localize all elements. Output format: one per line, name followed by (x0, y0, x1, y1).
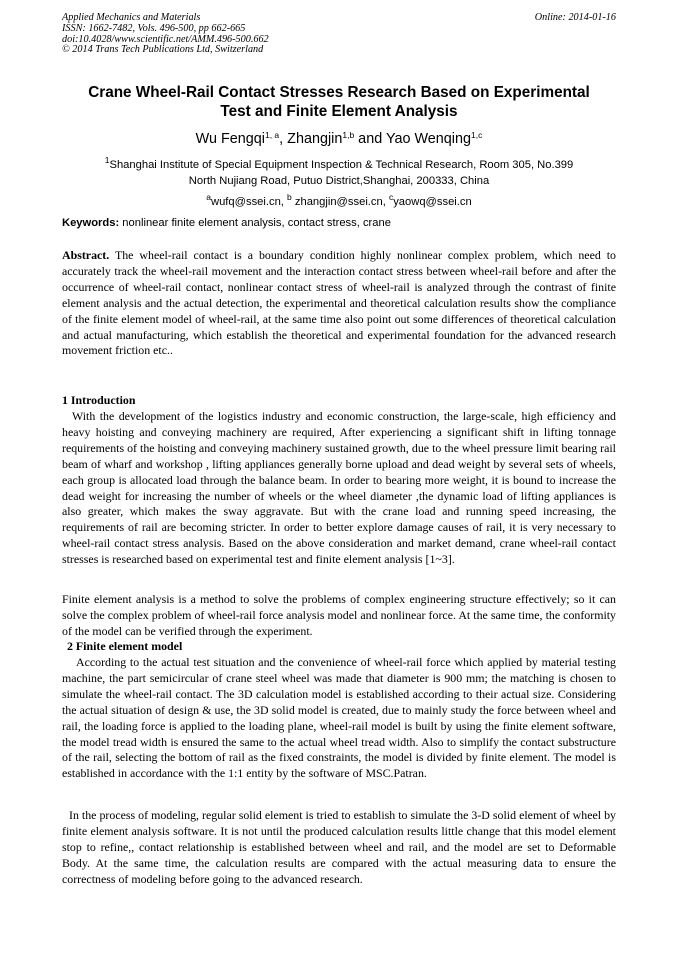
email-superscript: a (206, 192, 211, 202)
abstract-text: The wheel-rail contact is a boundary condition highly nonlinear complex problem, which need to accurately track the wheel-rail movement and the interaction contact stress between wheel-rail before and after the occurrence of wheel-rail contact, nonlinear contact stress of wheel-rail is analyzed through the contrast of finite element analysis and the actual detection, the experimental and theoretical calculation results show the compliance of the finite element model of wheel-rail, at the same time also point out some differences of theoretical calculation and actual manufacturing, which establish the theoretical and experimental foundation for the advanced research movement friction etc.. (62, 248, 616, 358)
affiliation-line-2: North Nujiang Road, Putuo District,Shanghai, 200333, China (188, 175, 490, 187)
affiliation (50, 157, 628, 189)
title-line-1: Crane Wheel-Rail Contact Stresses Research Based on Experimental (88, 84, 590, 101)
author-superscript: 1, a (264, 130, 280, 140)
author-emails (50, 192, 628, 209)
section-heading-finite-element-model: 2 Finite element model (67, 639, 183, 653)
paper-title (40, 83, 638, 121)
paragraph: In the process of modeling, regular solid element is tried to establish to simulate the 3-D solid element of wheel by finite element analysis software. It is not until the produced calculation results little change that this model element stop to refine,, contact relationship is established between wheel and rail, and the model are set to Deformable Body. At the same time, the calculation results are compared with the actual measuring data to ensure the correctness of modeling before going to the advanced research. (62, 808, 616, 886)
author-superscript: 1,c (471, 130, 483, 140)
email-link[interactable]: yaowq@ssei.cn (393, 196, 472, 208)
author-name: Zhangjin (287, 131, 343, 147)
abstract (62, 248, 616, 359)
author-separator: , (279, 131, 288, 147)
paragraph: With the development of the logistics industry and economic construction, the large-scale, high efficiency and heavy hoisting and conveying machinery are required, After experiencing a significant shift in lifting tonnage requirements of the hoisting and conveying machinery sustained growth, due to the wheel pressure limit bearing rail beam of wharf and workshop , lifting appliances generally borne upload and dead weight by several sets of wheels, each group is allocated load through the balance beam. In order to bearing more weight, it is bound to increase the dead weight for increasing the number of wheels or the wheel diameter ,the dynamic load of lifting appliances is also greater, which makes the sway aggravate. But with the crane load and running speed increasing, the requirements of rail are becoming stricter. In order to better explore damage causes of rail, it is very necessary to wheel-rail contact stress analysis. Based on the above consideration and market demand, crane wheel-rail contact stresses is researched based on experimental test and finite element analysis [1~3]. (62, 409, 616, 567)
author-separator: and (354, 131, 386, 147)
email-superscript: b (287, 192, 292, 202)
section-heading-introduction: 1 Introduction (62, 393, 136, 407)
issn-line: ISSN: 1662-7482, Vols. 496-500, pp 662-665 (62, 22, 246, 34)
keywords-label: Keywords: (62, 217, 120, 229)
affiliation-superscript: 1 (104, 155, 110, 165)
keywords-text: nonlinear finite element analysis, contact stress, crane (119, 217, 391, 229)
journal-header (62, 13, 616, 56)
paragraph: Finite element analysis is a method to solve the problems of complex engineering structure effectively; so it can solve the complex problem of wheel-rail force analysis model and nonlinear force. At the same time, the conformity of the model can be verified through the experiment. (62, 592, 616, 638)
online-date: Online: 2014-01-16 (534, 12, 616, 23)
email-link[interactable]: zhangjin@ssei.cn, (291, 196, 389, 208)
journal-name: Applied Mechanics and Materials (62, 12, 201, 23)
title-line-2: Test and Finite Element Analysis (220, 103, 458, 120)
email-superscript: c (388, 192, 394, 202)
author-name: Wu Fengqi (195, 131, 265, 147)
author-list (40, 130, 638, 148)
copyright-line: © 2014 Trans Tech Publications Ltd, Switzerland (62, 44, 264, 56)
paragraph: According to the actual test situation and the convenience of wheel-rail force which applied by material testing machine, the part semicircular of crane steel wheel was made that diameter is 900 mm; the matching is chosen to simulate the wheel-rail contact. The 3D calculation model is established according to their actual size. Considering the actual situation of design & use, the 3D solid model is created, due to mainly study the force between wheel and rail, the loading force is applied to the loading plane, wheel-rail model is built by using the finite element software, the model tread width is ensured the same to the actual wheel tread width. Also to simplify the contact substructure of the rail, selecting the bottom of rail as the fixed constraints, the model is divided by finite element. The model is established in accordance with the 1:1 entity by the software of MSC.Patran. (62, 655, 616, 781)
author-name: Yao Wenqing (385, 131, 472, 147)
affiliation-line-1: Shanghai Institute of Special Equipment Inspection & Technical Research, Room 305, No.399 (109, 159, 574, 171)
keywords (62, 216, 616, 230)
email-link[interactable]: wufq@ssei.cn, (211, 196, 288, 208)
doi-line: doi:10.4028/www.scientific.net/AMM.496-500.662 (62, 33, 269, 45)
abstract-label: Abstract. (62, 248, 110, 262)
author-superscript: 1,b (342, 130, 355, 140)
